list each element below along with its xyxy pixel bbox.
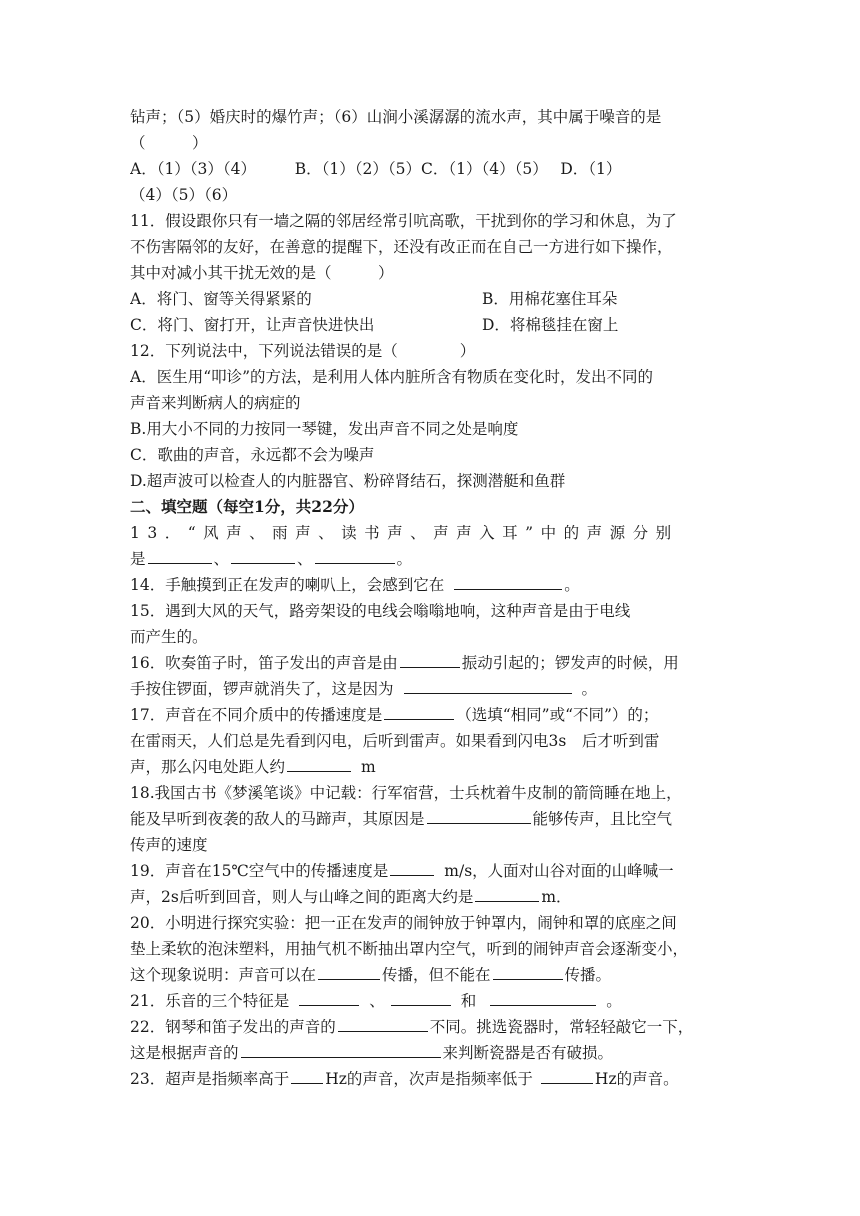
q17-unit: m	[361, 758, 376, 776]
q20-blank-1[interactable]	[318, 962, 380, 980]
q13-sep-1: 、	[213, 550, 230, 568]
q18-blank-1[interactable]	[427, 806, 531, 824]
q11-stem-1: 11．假设跟你只有一墙之隔的邻居经常引吭高歌，干扰到你的学习和休息，为了	[130, 212, 677, 230]
q11-option-b: B．用棉花塞住耳朵	[482, 290, 618, 308]
q18-text-a: 能及早听到夜袭的敌人的马蹄声，其原因是	[130, 810, 425, 828]
q10-options-cont: （4）（5）（6）	[130, 186, 238, 204]
q14-line	[130, 572, 730, 598]
q22-text-d: 来判断瓷器是否有破损。	[442, 1044, 614, 1062]
q21-line	[130, 988, 730, 1014]
q12-option-c: C．歌曲的声音，永远都不会为噪声	[130, 446, 375, 464]
q18-line-3	[130, 832, 730, 858]
q20-text-c: 传播。	[564, 966, 612, 984]
q20-blank-2[interactable]	[493, 962, 563, 980]
q17-text-a: 17．声音在不同介质中的传播速度是	[130, 706, 383, 724]
q16-line-1	[130, 650, 730, 676]
q23-text-b: Hz的声音，次声是指频率低于	[325, 1070, 533, 1088]
q16-blank-2[interactable]	[404, 676, 572, 694]
q12-option-d: D.超声波可以检查人的内脏器官、粉碎肾结石，探测潜艇和鱼群	[130, 472, 566, 490]
q17-line-3	[130, 754, 730, 780]
q22-text-b: 不同。挑选瓷器时，常轻轻敲它一下，	[429, 1018, 694, 1036]
q12-option-a-2: 声音来判断病人的病症的	[130, 394, 301, 412]
q20-line-1: 20．小明进行探究实验：把一正在发声的闹钟放于钟罩内，闹钟和罩的底座之间	[130, 914, 677, 932]
q17-line-2: 在雷雨天，人们总是先看到闪电，后听到雷声。如果看到闪电3s 后才听到雷	[130, 732, 660, 750]
q10-line-2: （ ）	[130, 134, 208, 152]
q20-text-a: 这个现象说明：声音可以在	[130, 966, 317, 984]
q22-blank-2[interactable]	[241, 1040, 441, 1058]
q19-line-1	[130, 858, 730, 884]
q21-blank-2[interactable]	[391, 988, 451, 1006]
q19-line-2	[130, 884, 730, 910]
q18-line-2	[130, 806, 730, 832]
q19-text-a: 19．声音在15℃空气中的传播速度是	[130, 862, 389, 880]
q11-option-a: A．将门、窗等关得紧紧的	[130, 290, 312, 308]
q17-blank-2[interactable]	[287, 754, 351, 772]
q13-line-2	[130, 546, 730, 572]
q16-text-c: 手按住锣面，锣声就消失了，这是因为	[130, 680, 394, 698]
q13-prefix: 是	[130, 550, 146, 568]
q18-text-c: 传声的速度	[130, 836, 208, 854]
q10-line-1: 钻声；（5）婚庆时的爆竹声；（6）山涧小溪潺潺的流水声，其中属于噪音的是	[130, 108, 662, 126]
q10-options: A．（1）（3）（4） B．（1）（2）（5）C．（1）（4）（5） D．（1）	[130, 160, 622, 178]
q22-blank-1[interactable]	[338, 1014, 428, 1032]
q16-text-b: 振动引起的；锣发声的时候，用	[461, 654, 679, 672]
q18-line-1: 18.我国古书《梦溪笔谈》中记载：行军宿营，士兵枕着牛皮制的箭筒睡在地上，	[130, 784, 682, 802]
q16-blank-1[interactable]	[400, 650, 460, 668]
q19-unit: m．	[541, 888, 572, 906]
q20-text-b: 传播，但不能在	[382, 966, 491, 984]
q23-text-a: 23．超声是指频率高于	[130, 1070, 290, 1088]
q21-and: 和	[460, 992, 477, 1010]
q22-line-1	[130, 1014, 730, 1040]
q20-line-3	[130, 962, 730, 988]
q13-line-1: 13．“风声、雨声、读书声、声声入耳”中的声源分别	[130, 524, 679, 542]
q12-option-a-1: A．医生用“叩诊”的方法，是利用人体内脏所含有物质在变化时，发出不同的	[130, 368, 654, 386]
q14-text: 14．手触摸到正在发声的喇叭上，会感到它在	[130, 576, 445, 594]
q23-blank-1[interactable]	[291, 1066, 323, 1084]
q11-option-d: D．将棉毯挂在窗上	[482, 316, 619, 334]
q21-text-a: 21．乐音的三个特征是	[130, 992, 290, 1010]
q21-end: 。	[606, 992, 622, 1010]
q19-text-b: m/s，人面对山谷对面的山峰喊一	[444, 862, 674, 880]
q11-stem-2: 不伤害隔邻的友好，在善意的提醒下，还没有改正而在自己一方进行如下操作，	[130, 238, 673, 256]
q19-blank-2[interactable]	[475, 884, 539, 902]
q16-text-a: 16．吹奏笛子时，笛子发出的声音是由	[130, 654, 398, 672]
q20-line-2: 垫上柔软的泡沫塑料，用抽气机不断抽出罩内空气，听到的闹钟声音会逐渐变小，	[130, 940, 689, 958]
q11-option-c: C．将门、窗打开，让声音快进快出	[130, 316, 375, 334]
q17-blank-1[interactable]	[384, 702, 454, 720]
q19-blank-1[interactable]	[390, 858, 434, 876]
q11-stem-3: 其中对减小其干扰无效的是（ ）	[130, 264, 394, 282]
q14-blank[interactable]	[454, 572, 562, 590]
q15-line-2: 而产生的。	[130, 628, 208, 646]
section-2-title: 二、填空题（每空1分，共22分）	[130, 497, 364, 516]
q21-blank-3[interactable]	[490, 988, 596, 1006]
q22-text-c: 这是根据声音的	[130, 1044, 239, 1062]
q21-sep: 、	[369, 992, 385, 1010]
q16-line-2	[130, 676, 730, 702]
q22-line-2	[130, 1040, 730, 1066]
q13-end: 。	[396, 550, 413, 568]
q23-line	[130, 1066, 730, 1092]
q18-text-b: 能够传声，且比空气	[532, 810, 673, 828]
q22-text-a: 22．钢琴和笛子发出的声音的	[130, 1018, 336, 1036]
exam-page	[130, 104, 730, 1092]
q17-text-b: （选填“相同”或“不同”）的；	[456, 706, 659, 724]
q15-line-1: 15．遇到大风的天气，路旁架设的电线会嗡嗡地响，这种声音是由于电线	[130, 602, 631, 620]
q23-blank-2[interactable]	[541, 1066, 593, 1084]
q14-end: 。	[564, 576, 580, 594]
q23-text-c: Hz的声音。	[594, 1070, 679, 1088]
q19-text-c: 声，2s后听到回音，则人与山峰之间的距离大约是	[130, 888, 474, 906]
q17-text-c: 声，那么闪电处距人约	[130, 758, 286, 776]
q13-blank-3[interactable]	[315, 546, 395, 564]
q12-option-b: B.用大小不同的力按同一琴键，发出声音不同之处是响度	[130, 420, 519, 438]
q16-end: 。	[581, 680, 598, 698]
q13-blank-2[interactable]	[231, 546, 295, 564]
q11-options-row-2	[130, 312, 730, 338]
q17-line-1	[130, 702, 730, 728]
q13-blank-1[interactable]	[148, 546, 212, 564]
q12-stem: 12．下列说法中，下列说法错误的是（ ）	[130, 342, 476, 360]
q21-blank-1[interactable]	[299, 988, 359, 1006]
q11-options-row-1	[130, 286, 730, 312]
q13-sep-2: 、	[297, 550, 313, 568]
